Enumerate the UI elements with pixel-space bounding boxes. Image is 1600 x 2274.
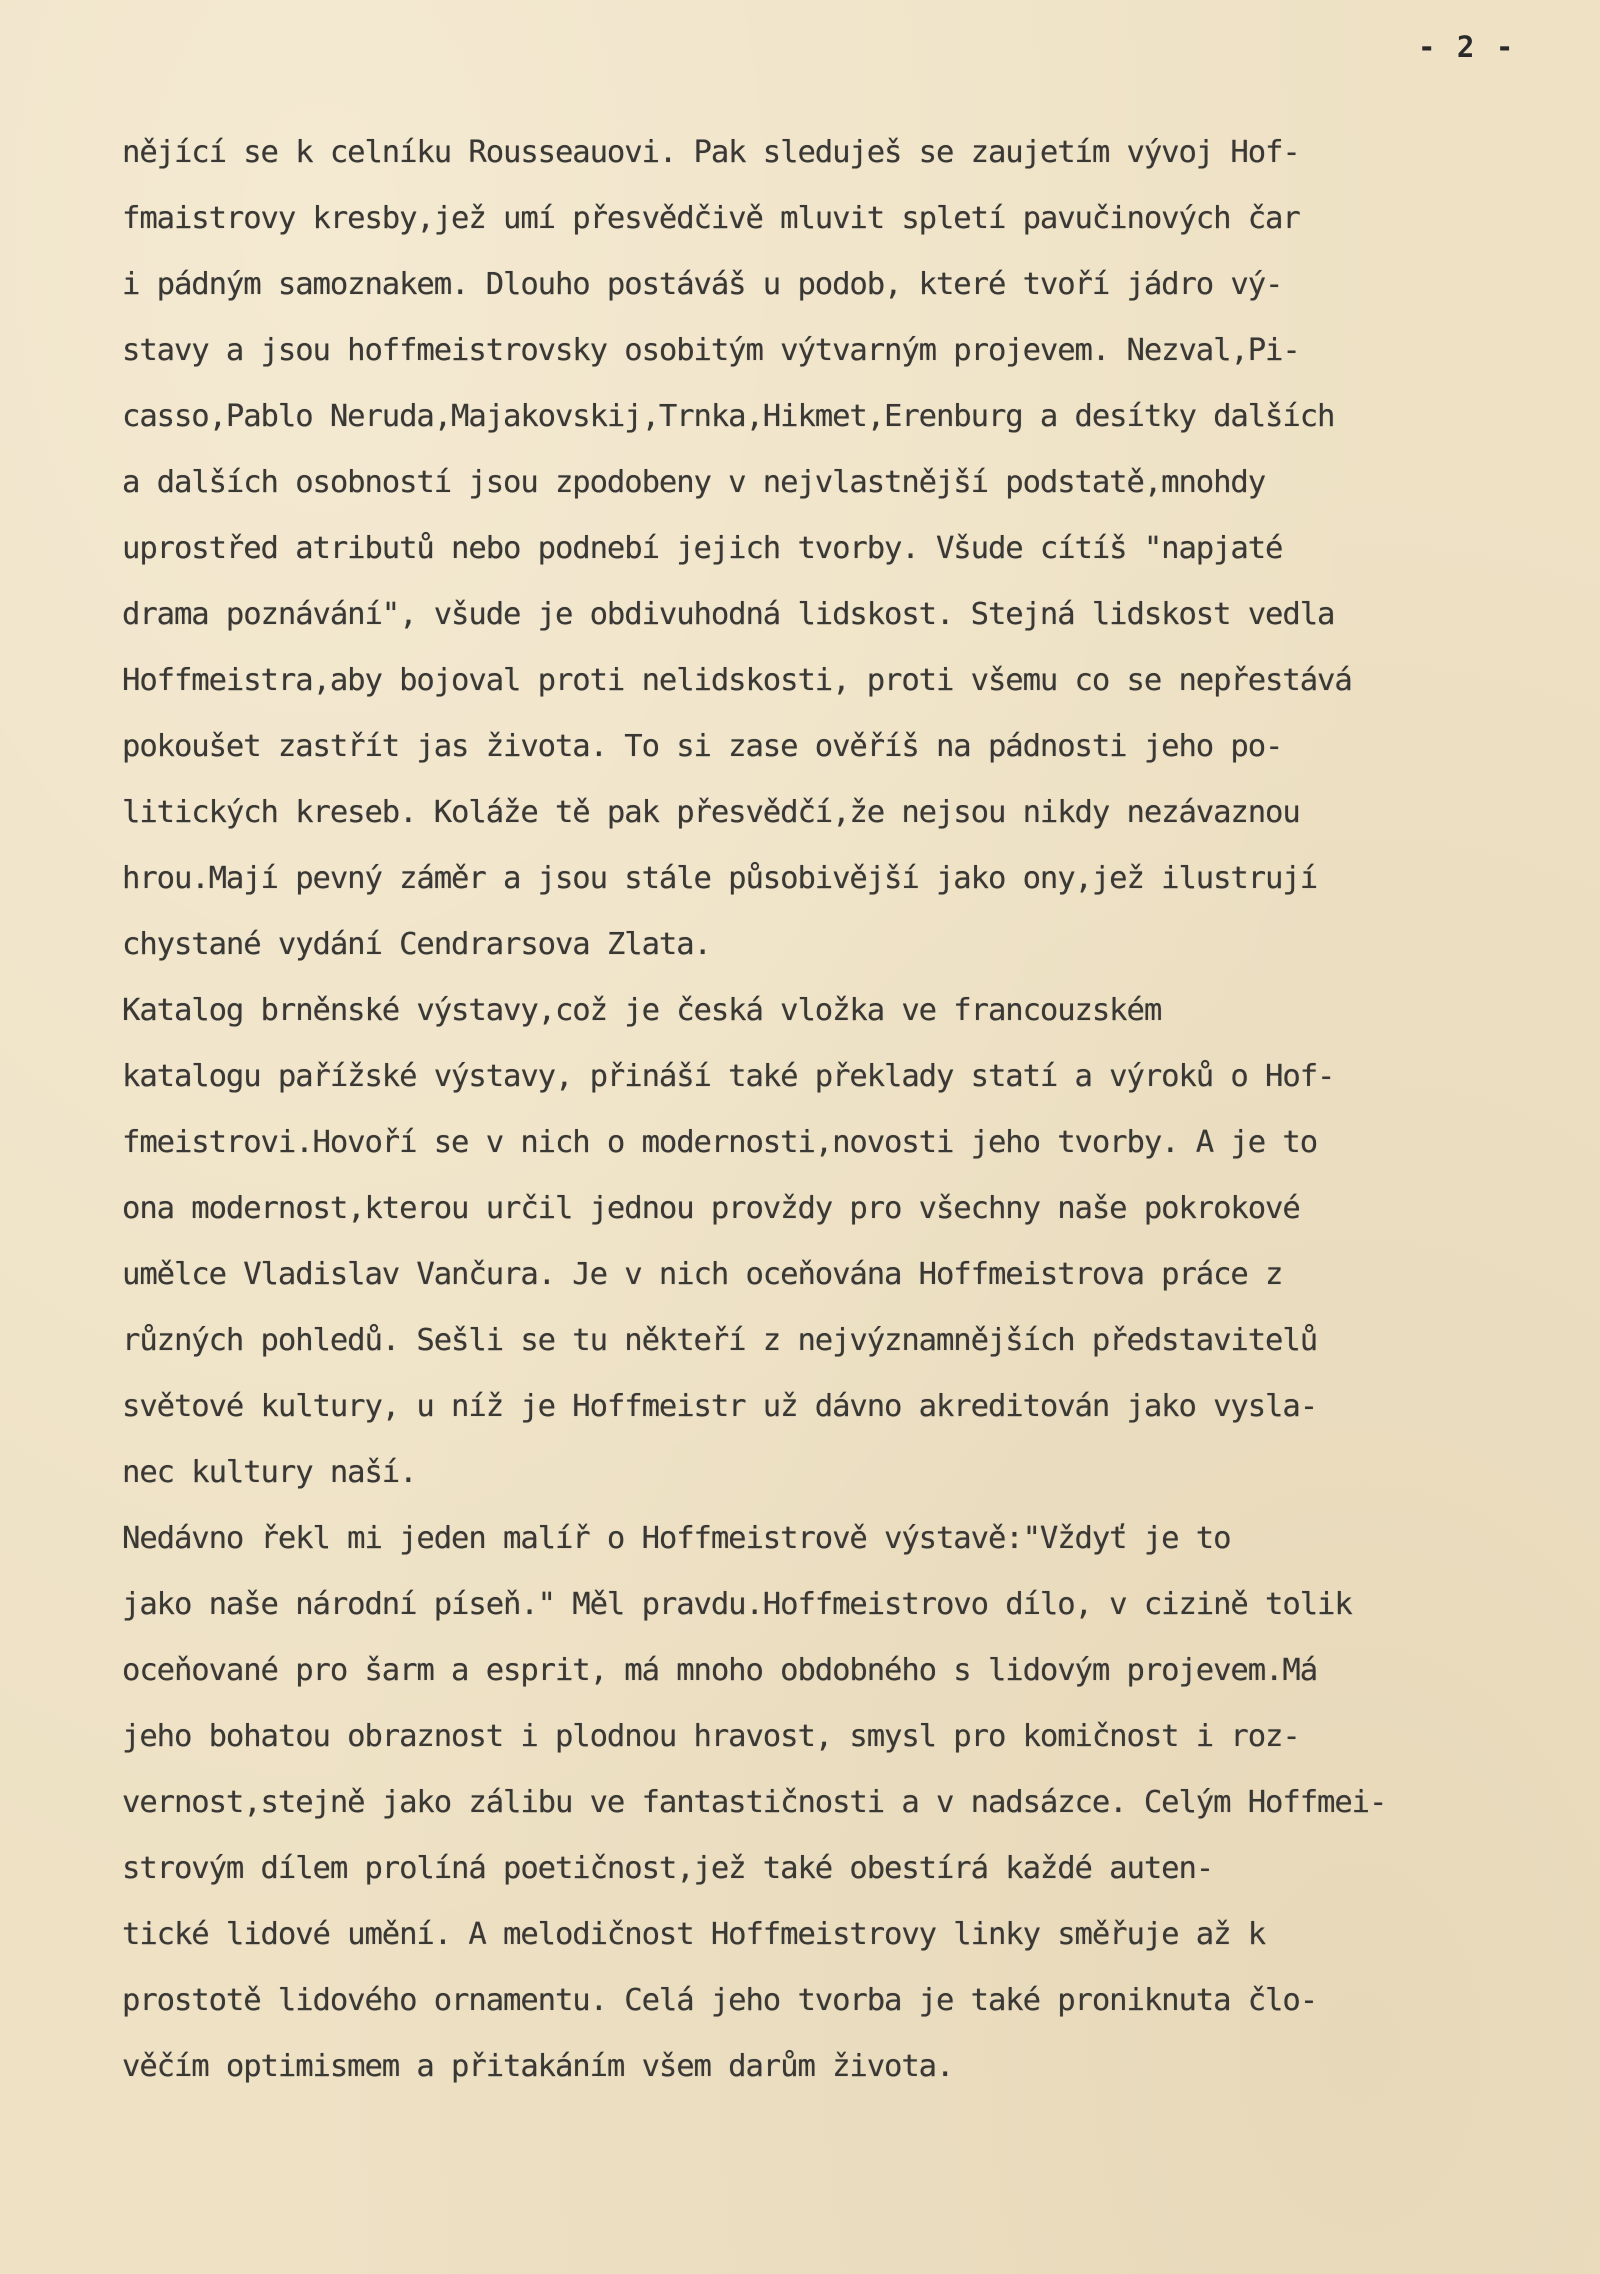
text-line-22: Nedávno řekl mi jeden malíř o Hoffmeistrově výstavě:"Vždyť je to bbox=[122, 1521, 1231, 1556]
text-line-18: umělce Vladislav Vančura. Je v nich oceňována Hoffmeistrova práce z bbox=[122, 1257, 1283, 1292]
text-line-4: stavy a jsou hoffmeistrovsky osobitým výtvarným projevem. Nezval,Pi- bbox=[122, 333, 1300, 368]
text-line-26: vernost,stejně jako zálibu ve fantastičnosti a v nadsázce. Celým Hoffmei- bbox=[122, 1785, 1387, 1820]
page-number: - 2 - bbox=[1418, 30, 1516, 64]
text-line-30: věčím optimismem a přitakáním všem darům života. bbox=[122, 2049, 954, 2084]
text-line-19: různých pohledů. Sešli se tu někteří z nejvýznamnějších představitelů bbox=[122, 1323, 1318, 1358]
text-line-12: hrou.Mají pevný záměr a jsou stále působivější jako ony,jež ilustrují bbox=[122, 861, 1318, 896]
text-line-8: drama poznávání", všude je obdivuhodná lidskost. Stejná lidskost vedla bbox=[122, 597, 1335, 632]
text-line-14: Katalog brněnské výstavy,což je česká vložka ve francouzském bbox=[122, 993, 1162, 1028]
text-line-27: strovým dílem prolíná poetičnost,jež také obestírá každé auten- bbox=[122, 1851, 1214, 1886]
text-line-1: nějící se k celníku Rousseauovi. Pak sleduješ se zaujetím vývoj Hof- bbox=[122, 135, 1300, 170]
text-line-23: jako naše národní píseň." Měl pravdu.Hoffmeistrovo dílo, v cizině tolik bbox=[122, 1587, 1352, 1622]
text-line-11: litických kreseb. Koláže tě pak přesvědčí,že nejsou nikdy nezávaznou bbox=[122, 795, 1300, 830]
text-line-10: pokoušet zastřít jas života. To si zase ověříš na pádnosti jeho po- bbox=[122, 729, 1283, 764]
text-line-20: světové kultury, u níž je Hoffmeistr už dávno akreditován jako vysla- bbox=[122, 1389, 1318, 1424]
body-text bbox=[122, 120, 1562, 2100]
text-line-24: oceňované pro šarm a esprit, má mnoho obdobného s lidovým projevem.Má bbox=[122, 1653, 1318, 1688]
text-line-21: nec kultury naší. bbox=[122, 1455, 417, 1490]
text-line-5: casso,Pablo Neruda,Majakovskij,Trnka,Hikmet,Erenburg a desítky dalších bbox=[122, 399, 1335, 434]
text-line-13: chystané vydání Cendrarsova Zlata. bbox=[122, 927, 711, 962]
text-line-15: katalogu pařížské výstavy, přináší také překlady statí a výroků o Hof- bbox=[122, 1059, 1335, 1094]
text-line-7: uprostřed atributů nebo podnebí jejich tvorby. Všude cítíš "napjaté bbox=[122, 531, 1283, 566]
text-line-9: Hoffmeistra,aby bojoval proti nelidskosti, proti všemu co se nepřestává bbox=[122, 663, 1352, 698]
text-line-28: tické lidové umění. A melodičnost Hoffmeistrovy linky směřuje až k bbox=[122, 1917, 1266, 1952]
text-line-17: ona modernost,kterou určil jednou provždy pro všechny naše pokrokové bbox=[122, 1191, 1300, 1226]
text-line-16: fmeistrovi.Hovoří se v nich o modernosti,novosti jeho tvorby. A je to bbox=[122, 1125, 1318, 1160]
text-line-25: jeho bohatou obraznost i plodnou hravost, smysl pro komičnost i roz- bbox=[122, 1719, 1300, 1754]
text-line-3: i pádným samoznakem. Dlouho postáváš u podob, které tvoří jádro vý- bbox=[122, 267, 1283, 302]
text-line-6: a dalších osobností jsou zpodobeny v nejvlastnější podstatě,mnohdy bbox=[122, 465, 1266, 500]
text-line-29: prostotě lidového ornamentu. Celá jeho tvorba je také proniknuta člo- bbox=[122, 1983, 1318, 2018]
text-line-2: fmaistrovy kresby,jež umí přesvědčivě mluvit spletí pavučinových čar bbox=[122, 201, 1300, 236]
